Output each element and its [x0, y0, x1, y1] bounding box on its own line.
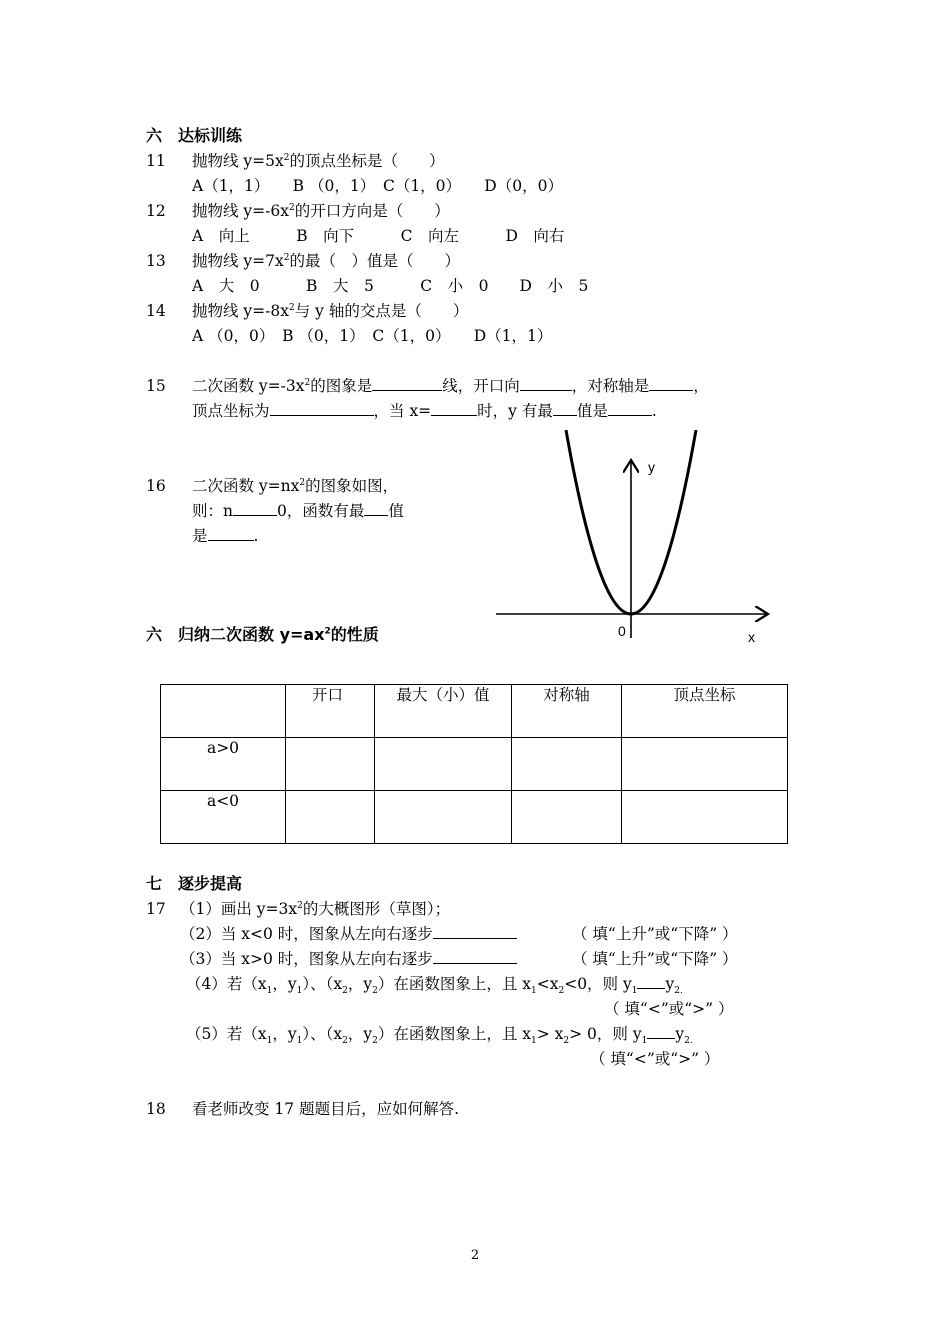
table-header-cell: 开口	[312, 686, 344, 704]
answer-blank[interactable]	[364, 501, 388, 516]
question-13-text: 抛物线 $y=7x^2$的最（ ）值是（ ）	[192, 252, 461, 270]
question-15-line1: 二次函数 $y=-3x^2$的图象是 线，开口向 ，对称轴是 ，	[192, 377, 709, 395]
question-12-text: 抛物线 $y=-6x^2$的开口方向是（ ）	[192, 202, 450, 220]
section-title-practice: 六 达标训练	[146, 126, 243, 145]
question-17-part2-hint: （ 填“上升”或“下降” ）	[572, 925, 738, 943]
answer-blank[interactable]	[433, 924, 517, 939]
question-14-options: A （0，0） B （0，1） C（1，0） D（1，1）	[192, 327, 553, 345]
question-17-part3: （3）当 x>0 时，图象从左向右逐步	[180, 949, 517, 969]
question-17-part3-hint: （ 填“上升”或“下降” ）	[572, 950, 738, 968]
question-17-part1: （1）画出 $y=3x^2$的大概图形（草图）；	[180, 900, 451, 918]
page-number: 2	[470, 1248, 480, 1263]
answer-blank[interactable]	[372, 376, 442, 391]
table-cell[interactable]	[622, 791, 788, 844]
table-cell[interactable]	[286, 791, 375, 844]
question-17-number: 17	[146, 900, 166, 918]
answer-blank[interactable]	[233, 501, 277, 516]
answer-blank[interactable]	[270, 401, 374, 416]
question-13-options: A 大 0 B 大 5 C 小 0 D 小 5	[192, 277, 589, 295]
question-16-line1: 二次函数 $y=nx^2$的图象如图，	[192, 477, 399, 495]
properties-table	[160, 684, 788, 844]
table-cell: a<0	[161, 791, 286, 844]
answer-blank[interactable]	[647, 1024, 675, 1039]
question-11-text: 抛物线 $y=5x^2$的顶点坐标是（ ）	[192, 152, 445, 170]
table-cell[interactable]	[286, 738, 375, 791]
question-16-line2: 则：n 0，函数有最 值	[192, 502, 404, 520]
question-15-number: 15	[146, 377, 166, 395]
question-11-number: 11	[146, 152, 166, 170]
question-13-number: 13	[146, 252, 166, 270]
answer-blank[interactable]	[433, 949, 517, 964]
question-18-number: 18	[146, 1100, 166, 1118]
table-row	[161, 738, 788, 791]
answer-blank[interactable]	[208, 526, 254, 541]
question-16-line3: 是 .	[192, 527, 259, 545]
question-15-line2: 顶点坐标为 ，当 x= 时，y 有最 值是 .	[192, 402, 657, 420]
question-14-text: 抛物线 $y=-8x^2$与 y 轴的交点是（ ）	[192, 302, 469, 320]
table-cell: a>0	[161, 738, 286, 791]
question-11-options: A（1，1） B （0，1） C（1，0） D（0，0）	[192, 177, 563, 195]
table-header-cell	[161, 685, 286, 738]
table-header-row	[161, 685, 788, 738]
question-17-part2: （2）当 x<0 时，图象从左向右逐步	[180, 924, 517, 944]
question-18-text: 看老师改变 17 题题目后，应如何解答.	[192, 1100, 460, 1118]
answer-blank[interactable]	[520, 376, 572, 391]
answer-blank[interactable]	[637, 974, 665, 989]
table-header-cell: 最大（小）值	[375, 685, 512, 738]
question-17-part5: （5）若（$x_1$，$y_1$）、（$x_2$，$y_2$）在函数图象上，且 $x_1> x_2> 0$，则 $y_1$ $y_{2.}$	[186, 1025, 693, 1047]
question-12-options: A 向上 B 向下 C 向左 D 向右	[192, 227, 565, 245]
table-cell[interactable]	[512, 738, 622, 791]
table-cell[interactable]	[512, 791, 622, 844]
question-17-part4: （4）若（$x_1$，$y_1$）、（$x_2$，$y_2$）在函数图象上，且 $x_1<x_2<0$，则 $y_1$ $y_{2.}$	[186, 975, 683, 997]
origin-label: 0	[618, 623, 626, 639]
table-cell[interactable]	[622, 738, 788, 791]
question-12-number: 12	[146, 202, 166, 220]
section-title-advanced: 七 逐步提高	[146, 874, 243, 893]
answer-blank[interactable]	[608, 401, 652, 416]
question-16-number: 16	[146, 477, 166, 495]
x-axis-label: x	[748, 629, 755, 645]
table-row	[161, 791, 788, 844]
section-title-properties: 六 归纳二次函数 $y=ax^2$的性质	[146, 625, 379, 644]
table-cell[interactable]	[375, 791, 512, 844]
answer-blank[interactable]	[649, 376, 693, 391]
y-axis-label: y	[648, 459, 655, 475]
table-header-cell: 对称轴	[512, 685, 622, 738]
table-header-cell: 顶点坐标	[622, 685, 788, 738]
answer-blank[interactable]	[431, 401, 477, 416]
question-17-part5-hint: （ 填“<”或“>” ）	[590, 1050, 720, 1068]
parabola-graph	[490, 430, 790, 650]
answer-blank[interactable]	[553, 401, 577, 416]
question-17-part4-hint: （ 填“<”或“>” ）	[604, 1000, 734, 1018]
question-14-number: 14	[146, 302, 166, 320]
table-cell[interactable]	[375, 738, 512, 791]
